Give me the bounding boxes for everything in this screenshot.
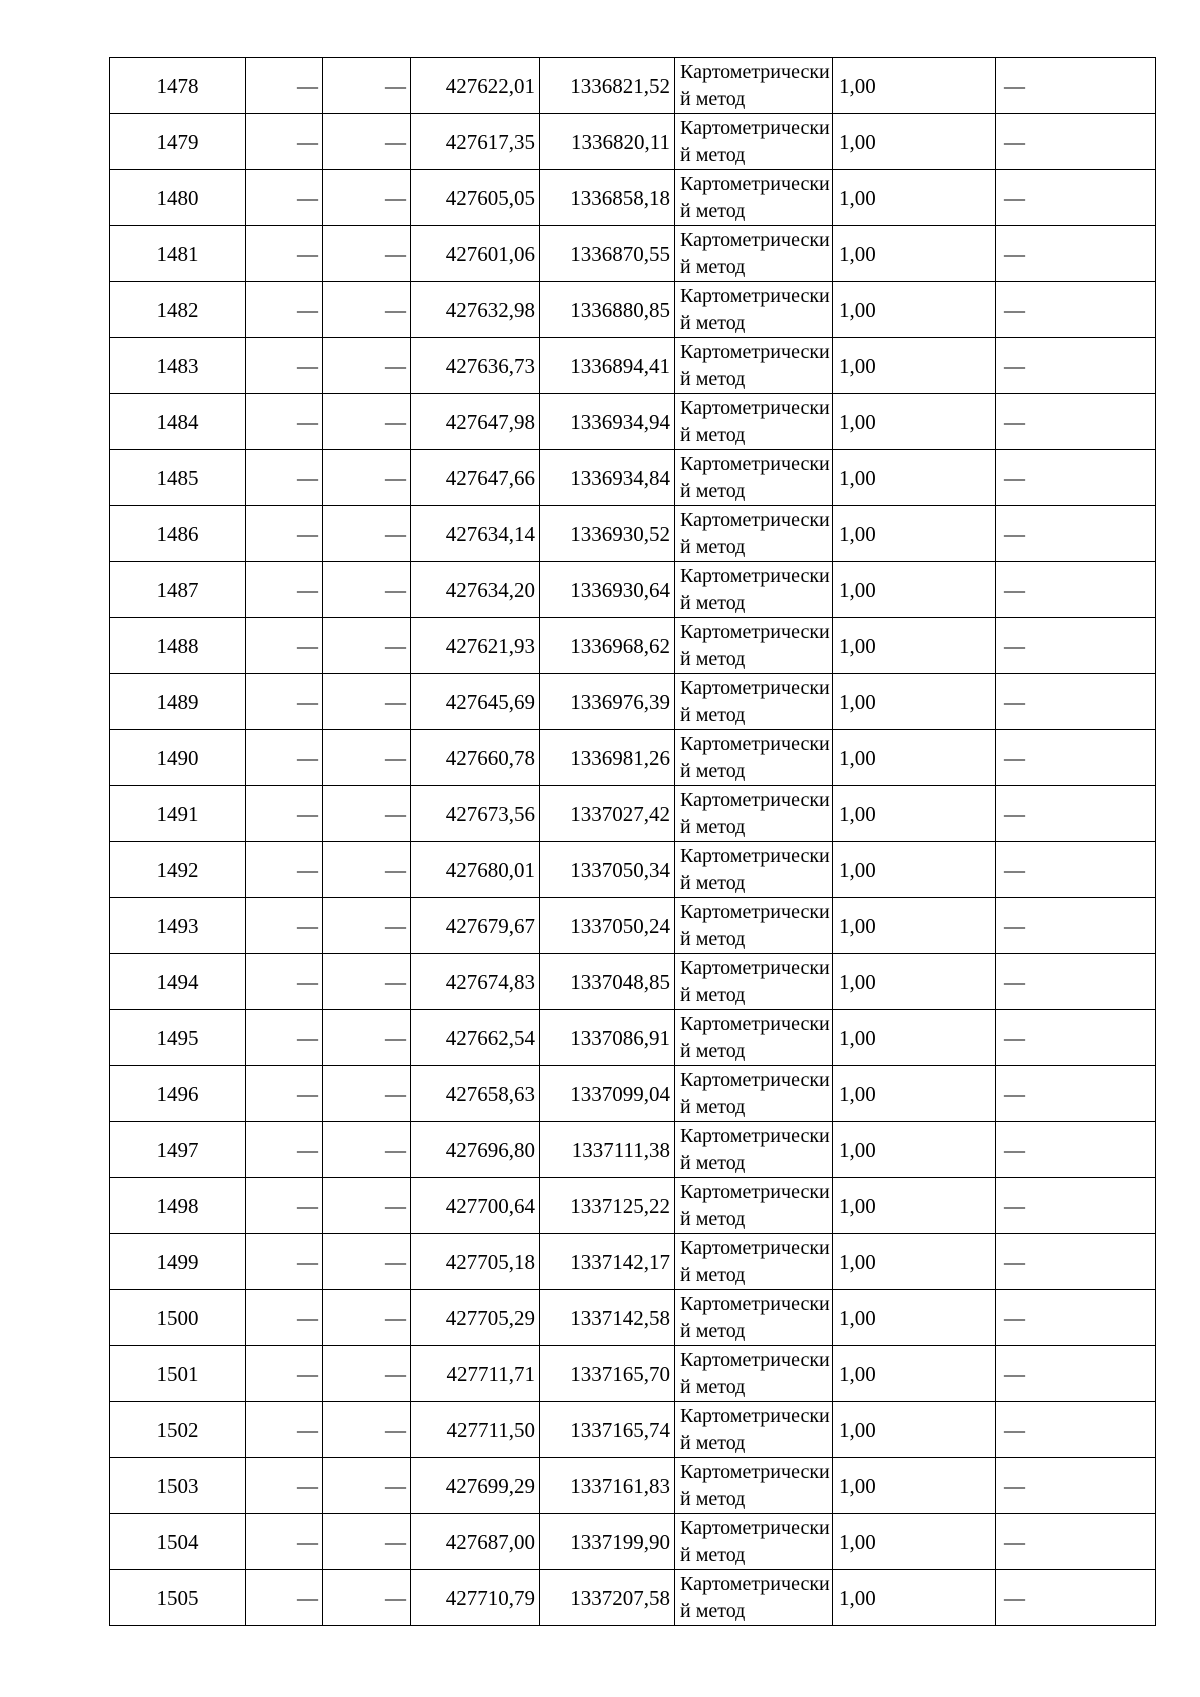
table-row — [110, 1234, 1156, 1290]
x-coordinate-cell: 427673,56 — [411, 786, 540, 842]
description-cell: — — [996, 1122, 1156, 1178]
y-coordinate-cell: 1336870,55 — [540, 226, 675, 282]
point-number-cell: 1479 — [110, 114, 246, 170]
empty-y-cell: — — [323, 1290, 411, 1346]
description-cell: — — [996, 338, 1156, 394]
x-coordinate-cell: 427634,20 — [411, 562, 540, 618]
description-cell: — — [996, 58, 1156, 114]
empty-y-cell: — — [323, 282, 411, 338]
accuracy-cell: 1,00 — [833, 114, 996, 170]
empty-y-cell: — — [323, 58, 411, 114]
method-cell: Картометрический метод — [675, 1122, 833, 1178]
point-number-cell: 1490 — [110, 730, 246, 786]
table-row — [110, 1402, 1156, 1458]
method-cell: Картометрический метод — [675, 450, 833, 506]
point-number-cell: 1496 — [110, 1066, 246, 1122]
x-coordinate-cell: 427680,01 — [411, 842, 540, 898]
empty-y-cell: — — [323, 786, 411, 842]
accuracy-cell: 1,00 — [833, 338, 996, 394]
empty-x-cell: — — [246, 898, 323, 954]
empty-y-cell: — — [323, 730, 411, 786]
description-cell: — — [996, 1234, 1156, 1290]
y-coordinate-cell: 1336976,39 — [540, 674, 675, 730]
x-coordinate-cell: 427700,64 — [411, 1178, 540, 1234]
accuracy-cell: 1,00 — [833, 786, 996, 842]
y-coordinate-cell: 1337050,34 — [540, 842, 675, 898]
point-number-cell: 1484 — [110, 394, 246, 450]
y-coordinate-cell: 1336930,52 — [540, 506, 675, 562]
y-coordinate-cell: 1337142,17 — [540, 1234, 675, 1290]
method-cell: Картометрический метод — [675, 1514, 833, 1570]
y-coordinate-cell: 1337086,91 — [540, 1010, 675, 1066]
accuracy-cell: 1,00 — [833, 1346, 996, 1402]
accuracy-cell: 1,00 — [833, 1066, 996, 1122]
empty-x-cell: — — [246, 1290, 323, 1346]
y-coordinate-cell: 1337027,42 — [540, 786, 675, 842]
y-coordinate-cell: 1337050,24 — [540, 898, 675, 954]
empty-x-cell: — — [246, 338, 323, 394]
empty-x-cell: — — [246, 1402, 323, 1458]
empty-x-cell: — — [246, 282, 323, 338]
point-number-cell: 1482 — [110, 282, 246, 338]
point-number-cell: 1495 — [110, 1010, 246, 1066]
empty-x-cell: — — [246, 1346, 323, 1402]
point-number-cell: 1502 — [110, 1402, 246, 1458]
empty-y-cell: — — [323, 1570, 411, 1626]
table-row — [110, 1066, 1156, 1122]
accuracy-cell: 1,00 — [833, 394, 996, 450]
x-coordinate-cell: 427601,06 — [411, 226, 540, 282]
x-coordinate-cell: 427662,54 — [411, 1010, 540, 1066]
empty-x-cell: — — [246, 1010, 323, 1066]
method-cell: Картометрический метод — [675, 506, 833, 562]
method-cell: Картометрический метод — [675, 1290, 833, 1346]
accuracy-cell: 1,00 — [833, 842, 996, 898]
point-number-cell: 1501 — [110, 1346, 246, 1402]
table-row — [110, 786, 1156, 842]
point-number-cell: 1499 — [110, 1234, 246, 1290]
x-coordinate-cell: 427687,00 — [411, 1514, 540, 1570]
table-row — [110, 674, 1156, 730]
y-coordinate-cell: 1337125,22 — [540, 1178, 675, 1234]
empty-x-cell: — — [246, 1234, 323, 1290]
method-cell: Картометрический метод — [675, 226, 833, 282]
empty-x-cell: — — [246, 1458, 323, 1514]
method-cell: Картометрический метод — [675, 1234, 833, 1290]
x-coordinate-cell: 427696,80 — [411, 1122, 540, 1178]
x-coordinate-cell: 427705,18 — [411, 1234, 540, 1290]
method-cell: Картометрический метод — [675, 1178, 833, 1234]
table-row — [110, 1346, 1156, 1402]
empty-x-cell: — — [246, 450, 323, 506]
empty-x-cell: — — [246, 506, 323, 562]
accuracy-cell: 1,00 — [833, 226, 996, 282]
accuracy-cell: 1,00 — [833, 562, 996, 618]
point-number-cell: 1494 — [110, 954, 246, 1010]
point-number-cell: 1504 — [110, 1514, 246, 1570]
table-row — [110, 562, 1156, 618]
y-coordinate-cell: 1337099,04 — [540, 1066, 675, 1122]
description-cell: — — [996, 1346, 1156, 1402]
description-cell: — — [996, 226, 1156, 282]
table-row — [110, 338, 1156, 394]
x-coordinate-cell: 427660,78 — [411, 730, 540, 786]
x-coordinate-cell: 427710,79 — [411, 1570, 540, 1626]
table-row — [110, 1514, 1156, 1570]
point-number-cell: 1481 — [110, 226, 246, 282]
method-cell: Картометрический метод — [675, 842, 833, 898]
table-row — [110, 730, 1156, 786]
empty-y-cell: — — [323, 562, 411, 618]
empty-y-cell: — — [323, 674, 411, 730]
empty-x-cell: — — [246, 618, 323, 674]
table-row — [110, 898, 1156, 954]
empty-y-cell: — — [323, 450, 411, 506]
table-row — [110, 1570, 1156, 1626]
x-coordinate-cell: 427699,29 — [411, 1458, 540, 1514]
description-cell: — — [996, 394, 1156, 450]
y-coordinate-cell: 1336930,64 — [540, 562, 675, 618]
empty-y-cell: — — [323, 338, 411, 394]
empty-x-cell: — — [246, 786, 323, 842]
empty-y-cell: — — [323, 506, 411, 562]
method-cell: Картометрический метод — [675, 1402, 833, 1458]
method-cell: Картометрический метод — [675, 170, 833, 226]
empty-y-cell: — — [323, 114, 411, 170]
y-coordinate-cell: 1337165,70 — [540, 1346, 675, 1402]
point-number-cell: 1485 — [110, 450, 246, 506]
point-number-cell: 1500 — [110, 1290, 246, 1346]
table-row — [110, 1122, 1156, 1178]
method-cell: Картометрический метод — [675, 282, 833, 338]
method-cell: Картометрический метод — [675, 898, 833, 954]
method-cell: Картометрический метод — [675, 1570, 833, 1626]
empty-y-cell: — — [323, 842, 411, 898]
description-cell: — — [996, 1178, 1156, 1234]
empty-y-cell: — — [323, 394, 411, 450]
y-coordinate-cell: 1336894,41 — [540, 338, 675, 394]
empty-y-cell: — — [323, 226, 411, 282]
table-row — [110, 282, 1156, 338]
accuracy-cell: 1,00 — [833, 618, 996, 674]
empty-x-cell: — — [246, 954, 323, 1010]
description-cell: — — [996, 1010, 1156, 1066]
method-cell: Картометрический метод — [675, 562, 833, 618]
description-cell: — — [996, 730, 1156, 786]
empty-y-cell: — — [323, 1122, 411, 1178]
description-cell: — — [996, 674, 1156, 730]
accuracy-cell: 1,00 — [833, 1290, 996, 1346]
description-cell: — — [996, 1458, 1156, 1514]
accuracy-cell: 1,00 — [833, 506, 996, 562]
y-coordinate-cell: 1337199,90 — [540, 1514, 675, 1570]
y-coordinate-cell: 1337207,58 — [540, 1570, 675, 1626]
y-coordinate-cell: 1336934,84 — [540, 450, 675, 506]
point-number-cell: 1493 — [110, 898, 246, 954]
accuracy-cell: 1,00 — [833, 1234, 996, 1290]
accuracy-cell: 1,00 — [833, 282, 996, 338]
table-row — [110, 1178, 1156, 1234]
point-number-cell: 1503 — [110, 1458, 246, 1514]
accuracy-cell: 1,00 — [833, 58, 996, 114]
point-number-cell: 1498 — [110, 1178, 246, 1234]
empty-x-cell: — — [246, 226, 323, 282]
empty-y-cell: — — [323, 1178, 411, 1234]
point-number-cell: 1478 — [110, 58, 246, 114]
method-cell: Картометрический метод — [675, 1010, 833, 1066]
point-number-cell: 1505 — [110, 1570, 246, 1626]
accuracy-cell: 1,00 — [833, 1178, 996, 1234]
accuracy-cell: 1,00 — [833, 1010, 996, 1066]
table-row — [110, 618, 1156, 674]
y-coordinate-cell: 1336981,26 — [540, 730, 675, 786]
table-row — [110, 114, 1156, 170]
empty-y-cell: — — [323, 898, 411, 954]
empty-x-cell: — — [246, 1066, 323, 1122]
empty-x-cell: — — [246, 170, 323, 226]
description-cell: — — [996, 1066, 1156, 1122]
x-coordinate-cell: 427636,73 — [411, 338, 540, 394]
point-number-cell: 1497 — [110, 1122, 246, 1178]
table-row — [110, 506, 1156, 562]
point-number-cell: 1492 — [110, 842, 246, 898]
accuracy-cell: 1,00 — [833, 674, 996, 730]
y-coordinate-cell: 1337165,74 — [540, 1402, 675, 1458]
description-cell: — — [996, 786, 1156, 842]
accuracy-cell: 1,00 — [833, 170, 996, 226]
y-coordinate-cell: 1336968,62 — [540, 618, 675, 674]
empty-y-cell: — — [323, 1402, 411, 1458]
description-cell: — — [996, 506, 1156, 562]
empty-x-cell: — — [246, 730, 323, 786]
description-cell: — — [996, 1514, 1156, 1570]
description-cell: — — [996, 842, 1156, 898]
empty-x-cell: — — [246, 1178, 323, 1234]
y-coordinate-cell: 1336820,11 — [540, 114, 675, 170]
description-cell: — — [996, 954, 1156, 1010]
x-coordinate-cell: 427658,63 — [411, 1066, 540, 1122]
empty-x-cell: — — [246, 842, 323, 898]
method-cell: Картометрический метод — [675, 674, 833, 730]
method-cell: Картометрический метод — [675, 954, 833, 1010]
method-cell: Картометрический метод — [675, 338, 833, 394]
point-number-cell: 1480 — [110, 170, 246, 226]
accuracy-cell: 1,00 — [833, 898, 996, 954]
y-coordinate-cell: 1337161,83 — [540, 1458, 675, 1514]
point-number-cell: 1491 — [110, 786, 246, 842]
point-number-cell: 1486 — [110, 506, 246, 562]
description-cell: — — [996, 562, 1156, 618]
x-coordinate-cell: 427679,67 — [411, 898, 540, 954]
accuracy-cell: 1,00 — [833, 1570, 996, 1626]
empty-x-cell: — — [246, 562, 323, 618]
empty-y-cell: — — [323, 1234, 411, 1290]
y-coordinate-cell: 1337048,85 — [540, 954, 675, 1010]
description-cell: — — [996, 1402, 1156, 1458]
table-row — [110, 1010, 1156, 1066]
y-coordinate-cell: 1336858,18 — [540, 170, 675, 226]
y-coordinate-cell: 1336880,85 — [540, 282, 675, 338]
empty-y-cell: — — [323, 170, 411, 226]
x-coordinate-cell: 427711,71 — [411, 1346, 540, 1402]
y-coordinate-cell: 1337142,58 — [540, 1290, 675, 1346]
accuracy-cell: 1,00 — [833, 1122, 996, 1178]
description-cell: — — [996, 1290, 1156, 1346]
method-cell: Картометрический метод — [675, 618, 833, 674]
point-number-cell: 1489 — [110, 674, 246, 730]
empty-x-cell: — — [246, 1570, 323, 1626]
description-cell: — — [996, 618, 1156, 674]
accuracy-cell: 1,00 — [833, 954, 996, 1010]
description-cell: — — [996, 170, 1156, 226]
x-coordinate-cell: 427634,14 — [411, 506, 540, 562]
method-cell: Картометрический метод — [675, 114, 833, 170]
x-coordinate-cell: 427605,05 — [411, 170, 540, 226]
empty-x-cell: — — [246, 114, 323, 170]
method-cell: Картометрический метод — [675, 730, 833, 786]
empty-x-cell: — — [246, 58, 323, 114]
y-coordinate-cell: 1336934,94 — [540, 394, 675, 450]
description-cell: — — [996, 282, 1156, 338]
table-row — [110, 954, 1156, 1010]
empty-y-cell: — — [323, 1458, 411, 1514]
empty-x-cell: — — [246, 674, 323, 730]
table-body — [110, 58, 1156, 1626]
y-coordinate-cell: 1337111,38 — [540, 1122, 675, 1178]
y-coordinate-cell: 1336821,52 — [540, 58, 675, 114]
table-row — [110, 226, 1156, 282]
coordinates-table — [109, 57, 1156, 1626]
description-cell: — — [996, 114, 1156, 170]
empty-y-cell: — — [323, 618, 411, 674]
method-cell: Картометрический метод — [675, 1346, 833, 1402]
x-coordinate-cell: 427647,66 — [411, 450, 540, 506]
table-row — [110, 1290, 1156, 1346]
point-number-cell: 1488 — [110, 618, 246, 674]
empty-y-cell: — — [323, 1346, 411, 1402]
x-coordinate-cell: 427632,98 — [411, 282, 540, 338]
x-coordinate-cell: 427705,29 — [411, 1290, 540, 1346]
x-coordinate-cell: 427621,93 — [411, 618, 540, 674]
description-cell: — — [996, 898, 1156, 954]
empty-x-cell: — — [246, 1122, 323, 1178]
description-cell: — — [996, 450, 1156, 506]
description-cell: — — [996, 1570, 1156, 1626]
empty-x-cell: — — [246, 394, 323, 450]
method-cell: Картометрический метод — [675, 394, 833, 450]
method-cell: Картометрический метод — [675, 786, 833, 842]
x-coordinate-cell: 427711,50 — [411, 1402, 540, 1458]
method-cell: Картометрический метод — [675, 1066, 833, 1122]
empty-y-cell: — — [323, 1514, 411, 1570]
x-coordinate-cell: 427674,83 — [411, 954, 540, 1010]
accuracy-cell: 1,00 — [833, 730, 996, 786]
point-number-cell: 1483 — [110, 338, 246, 394]
accuracy-cell: 1,00 — [833, 450, 996, 506]
accuracy-cell: 1,00 — [833, 1514, 996, 1570]
empty-y-cell: — — [323, 954, 411, 1010]
x-coordinate-cell: 427617,35 — [411, 114, 540, 170]
empty-x-cell: — — [246, 1514, 323, 1570]
point-number-cell: 1487 — [110, 562, 246, 618]
table-row — [110, 842, 1156, 898]
accuracy-cell: 1,00 — [833, 1458, 996, 1514]
table-row — [110, 58, 1156, 114]
x-coordinate-cell: 427647,98 — [411, 394, 540, 450]
table-row — [110, 394, 1156, 450]
empty-y-cell: — — [323, 1066, 411, 1122]
table-row — [110, 1458, 1156, 1514]
method-cell: Картометрический метод — [675, 58, 833, 114]
table-row — [110, 450, 1156, 506]
method-cell: Картометрический метод — [675, 1458, 833, 1514]
accuracy-cell: 1,00 — [833, 1402, 996, 1458]
x-coordinate-cell: 427622,01 — [411, 58, 540, 114]
empty-y-cell: — — [323, 1010, 411, 1066]
table-row — [110, 170, 1156, 226]
x-coordinate-cell: 427645,69 — [411, 674, 540, 730]
